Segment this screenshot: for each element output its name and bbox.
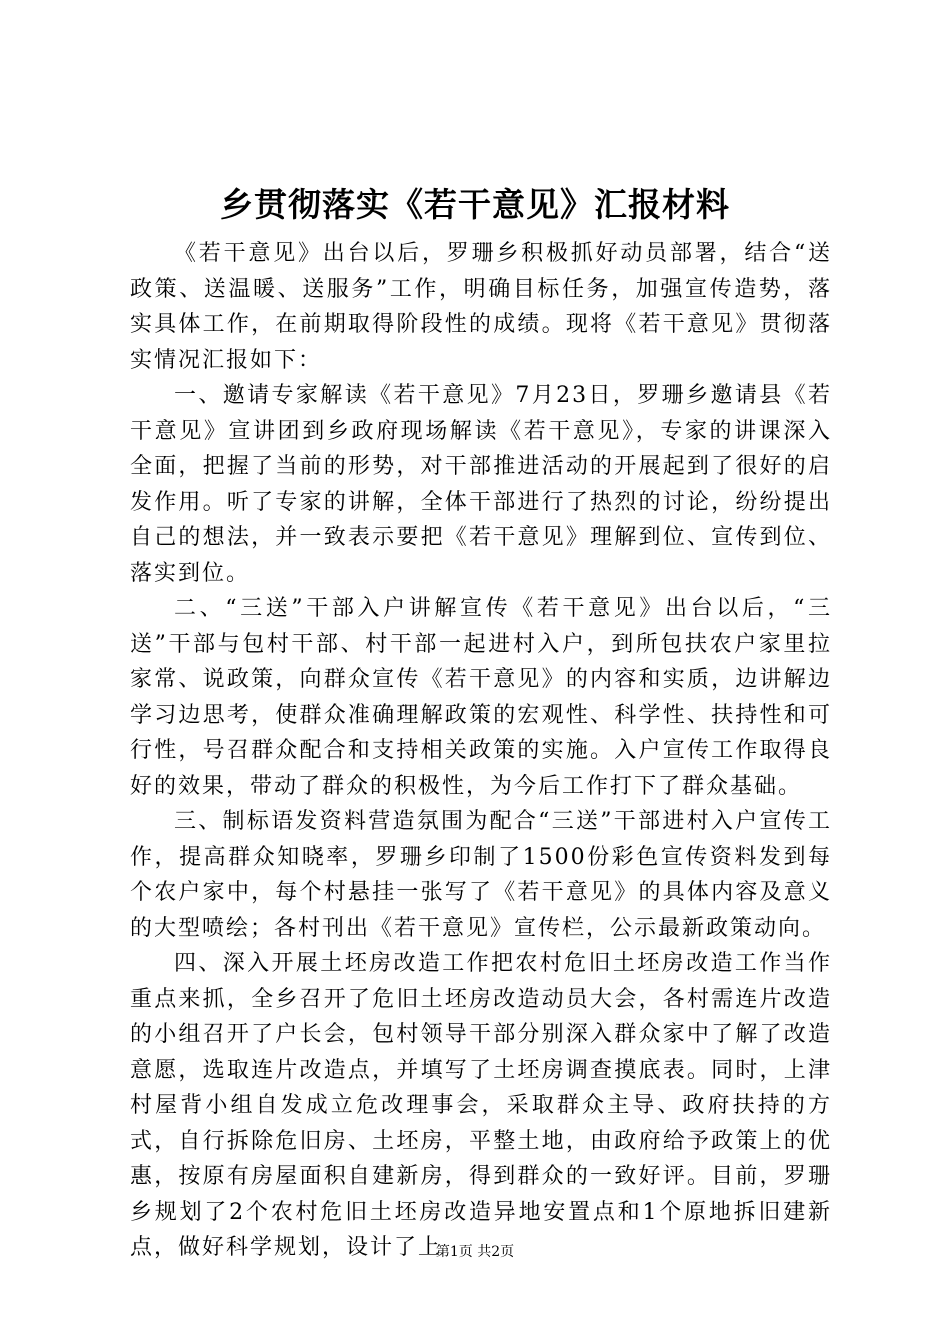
page-number-footer: 第1页 共2页	[435, 1244, 515, 1260]
paragraph-section-1: 一、邀请专家解读《若干意见》7月23日，罗珊乡邀请县《若干意见》宣讲团到乡政府现场解读《若干意见》，专家的讲课深入全面，把握了当前的形势，对干部推进活动的开展起到了很好的启发作用。听了专家的讲解，全体干部进行了热烈的讨论，纷纷提出自己的想法，并一致表示要把《若干意见》理解到位、宣传到位、落实到位。	[130, 383, 832, 586]
document-title: 乡贯彻落实《若干意见》汇报材料	[220, 185, 730, 224]
paragraph-section-3: 三、制标语发资料营造氛围为配合“三送”干部进村入户宣传工作，提高群众知晓率，罗珊乡印制了1500份彩色宣传资料发到每个农户家中，每个村悬挂一张写了《若干意见》的具体内容及意义的大型喷绘；各村刊出《若干意见》宣传栏，公示最新政策动向。	[130, 809, 832, 941]
paragraph-intro: 《若干意见》出台以后，罗珊乡积极抓好动员部署，结合“送政策、送温暖、送服务”工作，明确目标任务，加强宣传造势，落实具体工作，在前期取得阶段性的成绩。现将《若干意见》贯彻落实情况汇报如下：	[130, 241, 832, 373]
paragraph-section-2: 二、“三送”干部入户讲解宣传《若干意见》出台以后，“三送”干部与包村干部、村干部一起进村入户，到所包扶农户家里拉家常、说政策，向群众宣传《若干意见》的内容和实质，边讲解边学习边思考，使群众准确理解政策的宏观性、科学性、扶持性和可行性，号召群众配合和支持相关政策的实施。入户宣传工作取得良好的效果，带动了群众的积极性，为今后工作打下了群众基础。	[130, 596, 832, 799]
document-body	[130, 236, 832, 1266]
paragraph-section-4: 四、深入开展土坯房改造工作把农村危旧土坯房改造工作当作重点来抓，全乡召开了危旧土坯房改造动员大会，各村需连片改造的小组召开了户长会，包村领导干部分别深入群众家中了解了改造意愿，选取连片改造点，并填写了土坯房调查摸底表。同时，上津村屋背小组自发成立危改理事会，采取群众主导、政府扶持的方式，自行拆除危旧房、土坯房，平整土地，由政府给予政策上的优惠，按原有房屋面积自建新房，得到群众的一致好评。目前，罗珊乡规划了2个农村危旧土坯房改造异地安置点和1个原地拆旧建新点，做好科学规划，设计了上	[130, 951, 832, 1260]
